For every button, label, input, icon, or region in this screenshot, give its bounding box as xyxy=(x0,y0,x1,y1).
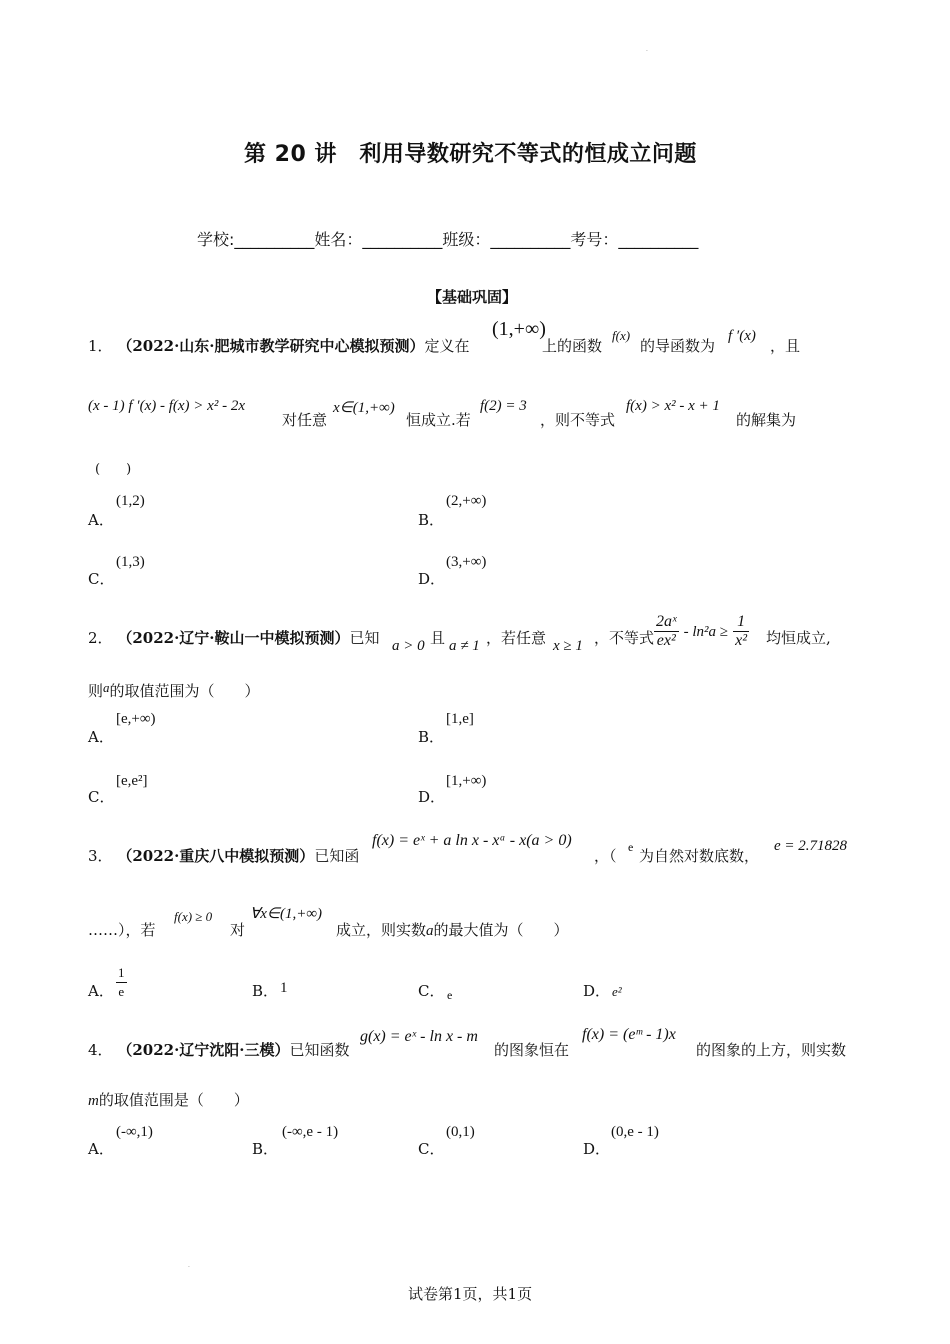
option-d-value: e² xyxy=(612,984,622,999)
question-number: 2． xyxy=(88,629,113,647)
section-heading: 【基础巩固】 xyxy=(427,288,518,306)
math-e-value: e = 2.71828 xyxy=(774,838,848,854)
question-text: 的解集为 xyxy=(736,411,797,429)
math-g: g(x) = eˣ - ln x - m xyxy=(360,1028,478,1045)
question-text: 的取值范围是（ ） xyxy=(98,1091,249,1109)
math-var-a: a xyxy=(426,923,434,939)
question-3-line-1 xyxy=(88,846,359,866)
math-fpx: f ′(x) xyxy=(728,328,756,344)
option-c-label: C． xyxy=(418,982,445,1000)
option-d-value: (0,e - 1) xyxy=(611,1124,659,1140)
question-source: （2022·山东·肥城市教学研究中心模拟预测） xyxy=(117,337,425,355)
question-text: ，则不等式 xyxy=(540,411,616,429)
fraction-numerator: 1 xyxy=(733,613,749,632)
question-2-line-1 xyxy=(88,628,380,648)
question-text: 的图象恒在 xyxy=(494,1041,570,1059)
question-text: 均恒成立, xyxy=(766,629,831,647)
option-a-value: [e,+∞) xyxy=(116,711,156,727)
question-number: 3． xyxy=(88,847,113,865)
question-text: 已知函数 xyxy=(289,1041,350,1059)
question-text: 的最大值为（ ） xyxy=(433,921,569,939)
question-4-line-1 xyxy=(88,1040,350,1060)
question-source: （2022·辽宁沈阳·三模） xyxy=(117,1041,290,1059)
page-footer: 试卷第1页，共1页 xyxy=(408,1285,533,1303)
option-d-value: [1,+∞) xyxy=(446,773,487,789)
math-domain: (1,+∞) xyxy=(492,318,546,340)
option-d-label: D． xyxy=(418,788,446,806)
fraction-numerator: 2aˣ xyxy=(656,613,677,630)
question-text: 已知 xyxy=(349,629,380,647)
question-4-line-2 xyxy=(88,1090,249,1111)
option-a-value: (-∞,1) xyxy=(116,1124,153,1140)
math-fx: f(x) xyxy=(612,328,631,343)
option-c-value: (1,3) xyxy=(116,554,145,570)
question-text: 为自然对数底数， xyxy=(639,847,760,865)
option-c-value: e xyxy=(447,988,453,1002)
question-text: 恒成立.若 xyxy=(406,411,471,429)
fraction-denominator: e xyxy=(118,984,125,999)
question-number: 1． xyxy=(88,337,113,355)
math-inequality-1: (x - 1) f ′(x) - f(x) > x² - 2x xyxy=(88,398,245,414)
question-text: 对任意 xyxy=(282,411,328,429)
math-function: f(x) = eˣ + a ln x - xᵃ - x(a > 0) xyxy=(372,832,572,849)
question-number: 4． xyxy=(88,1041,113,1059)
question-text: 的取值范围为（ ） xyxy=(109,682,260,700)
math-f: f(x) = (eᵐ - 1)x xyxy=(582,1026,676,1043)
fraction-denominator: ex² xyxy=(656,632,676,649)
math-cond-3: x ≥ 1 xyxy=(553,638,583,654)
option-d-label: D． xyxy=(583,1140,611,1158)
math-middle: - ln²a ≥ xyxy=(683,624,729,640)
question-text: 成立，则实数 xyxy=(336,921,427,939)
option-c-label: C． xyxy=(418,1140,445,1158)
option-c-label: C． xyxy=(88,788,115,806)
math-f2: f(2) = 3 xyxy=(480,398,527,414)
math-condition: f(x) ≥ 0 xyxy=(174,909,213,924)
question-text: 的图象的上方，则实数 xyxy=(696,1041,847,1059)
question-1-line-1 xyxy=(88,336,470,356)
math-e-symbol: e xyxy=(628,840,634,854)
question-text: ，不等式 xyxy=(594,629,655,647)
question-text: ，且 xyxy=(770,337,801,355)
answer-paren: ( ) xyxy=(95,462,132,477)
math-cond-2: a ≠ 1 xyxy=(449,638,480,654)
question-text: 已知函 xyxy=(314,847,360,865)
question-text: ……），若 xyxy=(88,921,156,939)
option-b-value: [1,e] xyxy=(446,711,474,727)
corner-dot-bottom: · xyxy=(188,1264,190,1271)
option-a-label: A． xyxy=(88,511,114,529)
math-inequality-2: f(x) > x² - x + 1 xyxy=(626,398,720,414)
question-text: 的导函数为 xyxy=(640,337,716,355)
question-text: 则 xyxy=(88,682,104,700)
student-info-line: 学校:__________姓名：__________班级：__________考号：__________ xyxy=(197,230,699,249)
page-title: 第 20 讲 利用导数研究不等式的恒成立问题 xyxy=(244,142,697,167)
option-b-value: 1 xyxy=(280,980,288,996)
option-b-value: (2,+∞) xyxy=(446,493,487,509)
question-source: （2022·重庆八中模拟预测） xyxy=(117,847,315,865)
option-a-value: (1,2) xyxy=(116,493,145,509)
option-b-label: B． xyxy=(252,1140,279,1158)
math-var-a: a xyxy=(103,680,110,695)
option-b-label: B． xyxy=(418,511,445,529)
question-3-line-2 xyxy=(336,920,569,941)
option-b-label: B． xyxy=(418,728,445,746)
question-text: 上的函数 xyxy=(542,337,603,355)
math-x-in: x∈(1,+∞) xyxy=(333,400,395,416)
option-a-label: A． xyxy=(88,982,114,1000)
option-a-label: A． xyxy=(88,728,114,746)
option-b-label: B． xyxy=(252,982,279,1000)
option-c-label: C． xyxy=(88,570,115,588)
option-d-label: D． xyxy=(583,982,611,1000)
option-b-value: (-∞,e - 1) xyxy=(282,1124,339,1140)
math-inequality xyxy=(654,613,749,650)
question-2-line-2 xyxy=(88,678,260,701)
math-cond-1: a > 0 xyxy=(392,638,425,654)
question-text: 且 xyxy=(430,629,446,647)
question-text: 对 xyxy=(230,921,246,939)
question-source: （2022·辽宁·鞍山一中模拟预测） xyxy=(117,629,350,647)
option-c-value: (0,1) xyxy=(446,1124,475,1140)
option-c-value: [e,e²] xyxy=(116,773,148,789)
option-a-value xyxy=(116,964,127,1001)
fraction-numerator: 1 xyxy=(116,964,127,983)
option-a-label: A． xyxy=(88,1140,114,1158)
question-text: 定义在 xyxy=(424,337,470,355)
math-var-m: m xyxy=(88,1093,99,1109)
fraction-denominator: x² xyxy=(735,632,748,649)
question-text: ，（ xyxy=(594,847,617,865)
option-d-value: (3,+∞) xyxy=(446,554,487,570)
option-d-label: D． xyxy=(418,570,446,588)
question-text: ，若任意 xyxy=(486,629,547,647)
math-forall: ∀x∈(1,+∞) xyxy=(250,906,323,922)
corner-dot-top: · xyxy=(646,48,648,55)
